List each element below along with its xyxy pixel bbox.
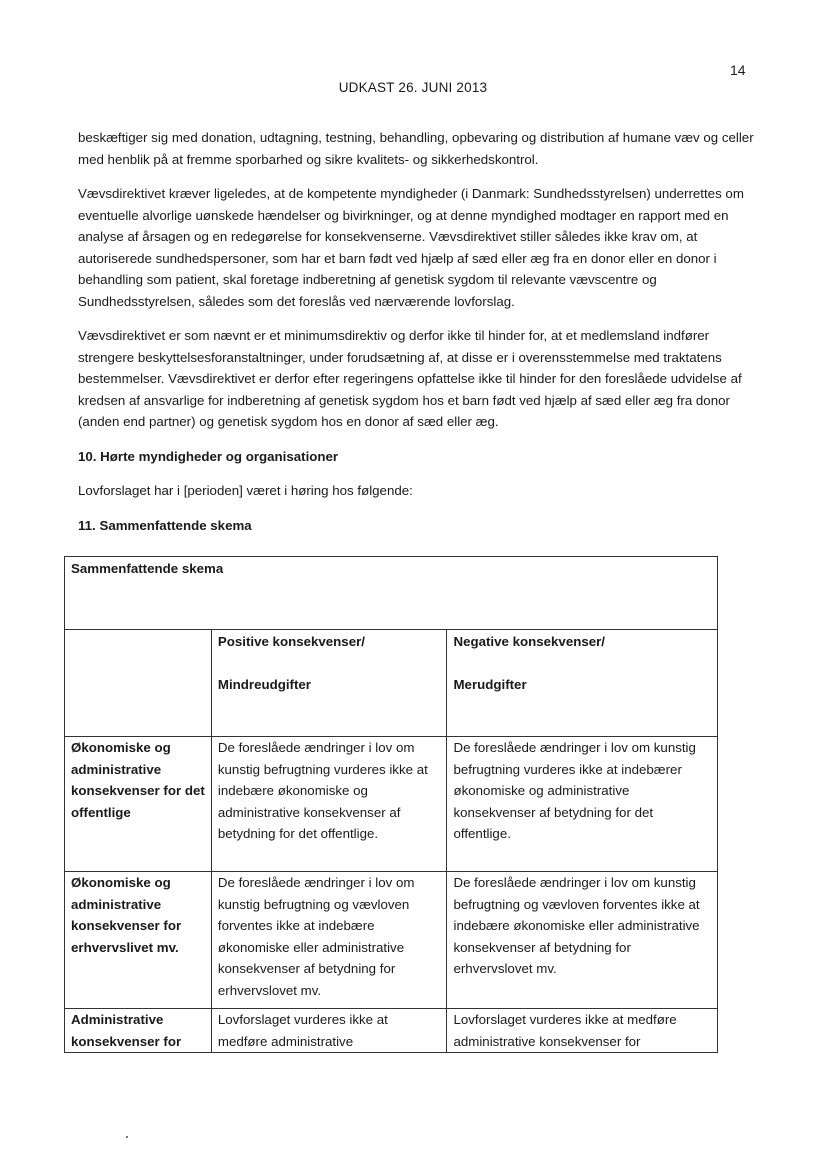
table-header-row bbox=[65, 630, 718, 737]
document-body bbox=[78, 127, 758, 549]
table-title: Sammenfattende skema bbox=[65, 557, 718, 630]
positive-column-sublabel: Mindreudgifter bbox=[217, 676, 311, 692]
scan-speck bbox=[126, 1136, 128, 1138]
draft-header: UDKAST 26. JUNI 2013 bbox=[338, 80, 488, 95]
negative-column-sublabel: Merudgifter bbox=[453, 676, 527, 692]
negative-column-label: Negative konsekvenser/ bbox=[453, 634, 606, 649]
table-row bbox=[65, 872, 718, 1009]
positive-cell: Lovforslaget vurderes ikke at medføre administrative bbox=[211, 1009, 447, 1053]
table-row bbox=[65, 1009, 718, 1053]
positive-cell: De foreslåede ændringer i lov om kunstig befrugtning vurderes ikke at indebære økonomiske og administrative konsekvenser af betydning for det offentlige. bbox=[211, 737, 447, 872]
body-paragraph: Vævsdirektivet kræver ligeledes, at de kompetente myndigheder (i Danmark: Sundhedsstyrelsen) underrettes om eventuelle alvorlige uønskede hændelser og bivirkninger, og at denne myndighed modtager en rapport med en analyse af årsagen og en redegørelse for konsekvenserne. Vævsdirektivet stiller således ikke krav om, at autoriserede sundhedspersoner, som har et barn født ved hjælp af sæd eller æg fra en donor eller en donor i behandling som patient, skal foretage indberetning af genetisk sygdom til relevante vævscentre og Sundhedsstyrelsen, således som det foreslås ved nærværende lovforslag. bbox=[78, 186, 744, 309]
table-header-positive bbox=[211, 630, 447, 737]
table-header-negative bbox=[447, 630, 718, 737]
table-row bbox=[65, 737, 718, 872]
body-paragraph: Vævsdirektivet er som nævnt er et minimumsdirektiv og derfor ikke til hinder for, at et medlemsland indfører strengere beskyttelsesforanstaltninger, under forudsætning af, at disse er i overensstemmelse med traktatens bestemmelser. Vævsdirektivet er derfor efter regeringens opfattelse ikke til hinder for den foreslåede udvidelse af kredsen af ansvarlige for indberetning af genetisk sygdom hos et barn født ved hjælp af sæd eller æg fra donor (anden end partner) og genetisk sygdom hos en donor af sæd eller æg. bbox=[78, 328, 742, 429]
section-10-heading: 10. Hørte myndigheder og organisationer bbox=[78, 448, 339, 464]
positive-column-label: Positive konsekvenser/ bbox=[217, 634, 365, 649]
summary-table bbox=[64, 556, 718, 1053]
negative-cell: De foreslåede ændringer i lov om kunstig befrugtning vurderes ikke at indebærer økonomiske og administrative konsekvenser af betydning for det offentlige. bbox=[447, 737, 718, 872]
page-number: 14 bbox=[730, 62, 746, 78]
negative-cell: De foreslåede ændringer i lov om kunstig befrugtning og vævloven forventes ikke at indebære økonomiske eller administrative konsekvenser af betydning for erhvervslovet mv. bbox=[447, 872, 718, 1009]
row-label: Administrative konsekvenser for bbox=[65, 1009, 212, 1053]
negative-cell: Lovforslaget vurderes ikke at medføre administrative konsekvenser for bbox=[447, 1009, 718, 1053]
positive-cell: De foreslåede ændringer i lov om kunstig befrugtning og vævloven forventes ikke at indebære økonomiske eller administrative konsekvenser af betydning for erhvervslovet mv. bbox=[211, 872, 447, 1009]
row-label: Økonomiske og administrative konsekvenser for det offentlige bbox=[65, 737, 212, 872]
section-10-text: Lovforslaget har i [perioden] været i høring hos følgende: bbox=[78, 483, 413, 498]
section-11-heading: 11. Sammenfattende skema bbox=[78, 517, 252, 533]
body-paragraph: beskæftiger sig med donation, udtagning, testning, behandling, opbevaring og distribution af humane væv og celler med henblik på at fremme sporbarhed og sikre kvalitets- og sikkerhedskontrol. bbox=[78, 130, 754, 167]
table-header-empty bbox=[65, 630, 212, 737]
row-label: Økonomiske og administrative konsekvenser for erhvervslivet mv. bbox=[65, 872, 212, 1009]
